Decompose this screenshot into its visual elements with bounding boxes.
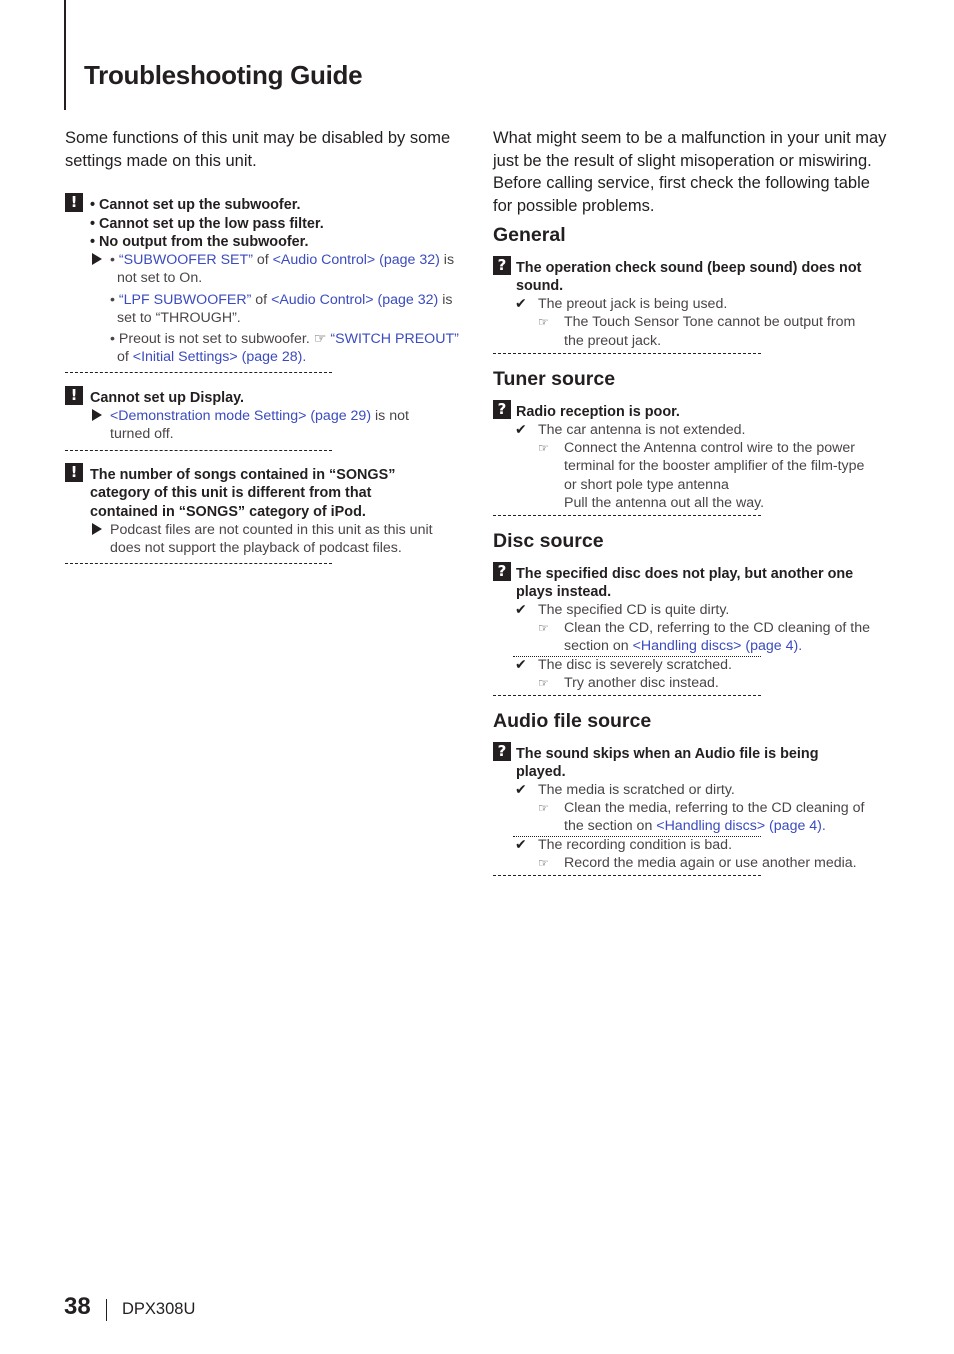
link-audio-control[interactable]: <Audio Control> (page 32) (271, 292, 439, 308)
reference-icon: ☞ (538, 676, 549, 690)
remedy-arrow-icon (92, 253, 102, 265)
page-title: Troubleshooting Guide (84, 60, 363, 90)
issue-audio-skip-line1: The sound skips when an Audio file is being (516, 746, 819, 762)
remedy-preout-cont: of <Initial Settings> (page 28). (117, 349, 307, 365)
cause-antenna: The car antenna is not extended. (538, 422, 746, 438)
issue-songs-line1: The number of songs contained in “SONGS” (90, 467, 396, 483)
issue-songs-line3: contained in “SONGS” category of iPod. (90, 504, 366, 520)
intro-left: Some functions of this unit may be disabled by some settings made on this unit. (65, 129, 451, 170)
issue-disc-line1: The specified disc does not play, but another one (516, 566, 854, 582)
reference-icon: ☞ (538, 441, 549, 455)
fix-touch-tone-line2: the preout jack. (564, 333, 662, 349)
heading-audio-file-source: Audio file source (493, 710, 652, 732)
check-icon: ✔ (515, 782, 527, 798)
reference-icon: ☞ (313, 331, 331, 347)
fix-clean-cd-line2: section on <Handling discs> (page 4). (564, 638, 803, 654)
heading-general: General (493, 224, 566, 246)
fix-another-disc: Try another disc instead. (564, 675, 719, 691)
remedy-subwoofer-set-cont: not set to On. (117, 270, 203, 286)
issue-display: Cannot set up Display. (90, 390, 245, 406)
section-divider (65, 372, 332, 373)
issue-lpf: • Cannot set up the low pass filter. (90, 216, 324, 232)
remedy-arrow-icon (92, 409, 102, 421)
warning-icon: ! (65, 386, 83, 405)
question-icon: ? (493, 400, 511, 419)
link-handling-discs[interactable]: <Handling discs> (page 4) (632, 638, 799, 654)
link-demo-mode[interactable]: <Demonstration mode Setting> (page 29) (110, 408, 372, 424)
intro-right: What might seem to be a malfunction in your unit may just be the result of slight misoperation or miswiring. Before calling service, first check the following table for possible problems. (493, 129, 887, 215)
reference-icon: ☞ (538, 856, 549, 870)
heading-disc-source: Disc source (493, 530, 604, 552)
fix-antenna-line3: or short pole type antenna (564, 477, 729, 493)
fix-clean-media-line1: Clean the media, referring to the CD cleaning of (564, 800, 865, 816)
fix-antenna-line2: terminal for the booster amplifier of the film-type (564, 458, 865, 474)
fix-antenna-line1: Connect the Antenna control wire to the power (564, 440, 856, 456)
check-icon: ✔ (515, 602, 527, 618)
issue-songs-line2: category of this unit is different from that (90, 485, 372, 501)
title-rule (64, 0, 66, 110)
section-divider (493, 353, 761, 354)
remedy-subwoofer-set: • “SUBWOOFER SET” of <Audio Control> (page 32) is (110, 252, 455, 268)
fix-touch-tone-line1: The Touch Sensor Tone cannot be output from (564, 314, 856, 330)
issue-radio-reception: Radio reception is poor. (516, 404, 680, 420)
issue-beep-line1: The operation check sound (beep sound) does not (516, 260, 862, 276)
page-number: 38 (64, 1293, 91, 1320)
warning-icon: ! (65, 463, 83, 482)
section-divider (65, 450, 332, 451)
footer-separator (106, 1299, 107, 1321)
remedy-arrow-icon (92, 523, 102, 535)
link-audio-control[interactable]: <Audio Control> (page 32) (272, 252, 440, 268)
warning-icon: ! (65, 193, 83, 212)
cause-recording-bad: The recording condition is bad. (538, 837, 733, 853)
remedy-demo-mode-cont: turned off. (110, 426, 174, 442)
remedy-demo-mode: <Demonstration mode Setting> (page 29) is not (110, 408, 409, 424)
check-icon: ✔ (515, 837, 527, 853)
issue-no-output: • No output from the subwoofer. (90, 234, 309, 250)
issue-beep-line2: sound. (516, 278, 564, 294)
remedy-lpf-subwoofer-cont: set to “THROUGH”. (117, 310, 241, 326)
issue-disc-line2: plays instead. (516, 584, 612, 600)
cause-media-dirty: The media is scratched or dirty. (538, 782, 735, 798)
issue-audio-skip-line2: played. (516, 764, 566, 780)
section-divider (65, 563, 332, 564)
link-switch-preout[interactable]: “SWITCH PREOUT” (330, 331, 459, 347)
model-name: DPX308U (122, 1300, 196, 1318)
question-icon: ? (493, 562, 511, 581)
check-icon: ✔ (515, 422, 527, 438)
fix-record-again: Record the media again or use another media. (564, 855, 857, 871)
check-icon: ✔ (515, 296, 527, 312)
section-divider (493, 515, 761, 516)
link-handling-discs[interactable]: <Handling discs> (page 4) (656, 818, 822, 834)
reference-icon: ☞ (538, 621, 549, 635)
question-icon: ? (493, 742, 511, 761)
reference-icon: ☞ (538, 801, 549, 815)
fix-antenna-line4: Pull the antenna out all the way. (564, 495, 765, 511)
link-lpf-subwoofer[interactable]: “LPF SUBWOOFER” (118, 292, 252, 308)
remedy-lpf-subwoofer: • “LPF SUBWOOFER” of <Audio Control> (page 32) is (110, 292, 453, 308)
section-divider (493, 875, 761, 876)
cause-cd-dirty: The specified CD is quite dirty. (538, 602, 730, 618)
remedy-podcast-line2: does not support the playback of podcast files. (110, 540, 402, 556)
fix-clean-media-line2: the section on <Handling discs> (page 4). (564, 818, 826, 834)
cause-disc-scratched: The disc is severely scratched. (538, 657, 732, 673)
cause-preout-jack: The preout jack is being used. (538, 296, 728, 312)
link-subwoofer-set[interactable]: “SUBWOOFER SET” (118, 252, 253, 268)
question-icon: ? (493, 256, 511, 275)
section-divider (493, 695, 761, 696)
remedy-podcast-line1: Podcast files are not counted in this unit as this unit (110, 522, 433, 538)
reference-icon: ☞ (538, 315, 549, 329)
fix-clean-cd-line1: Clean the CD, referring to the CD cleaning of the (564, 620, 870, 636)
heading-tuner-source: Tuner source (493, 368, 616, 390)
link-initial-settings[interactable]: <Initial Settings> (page 28) (132, 349, 303, 365)
remedy-preout: • Preout is not set to subwoofer. ☞ “SWITCH PREOUT” (110, 331, 459, 347)
check-icon: ✔ (515, 657, 527, 673)
issue-subwoofer: • Cannot set up the subwoofer. (90, 197, 301, 213)
